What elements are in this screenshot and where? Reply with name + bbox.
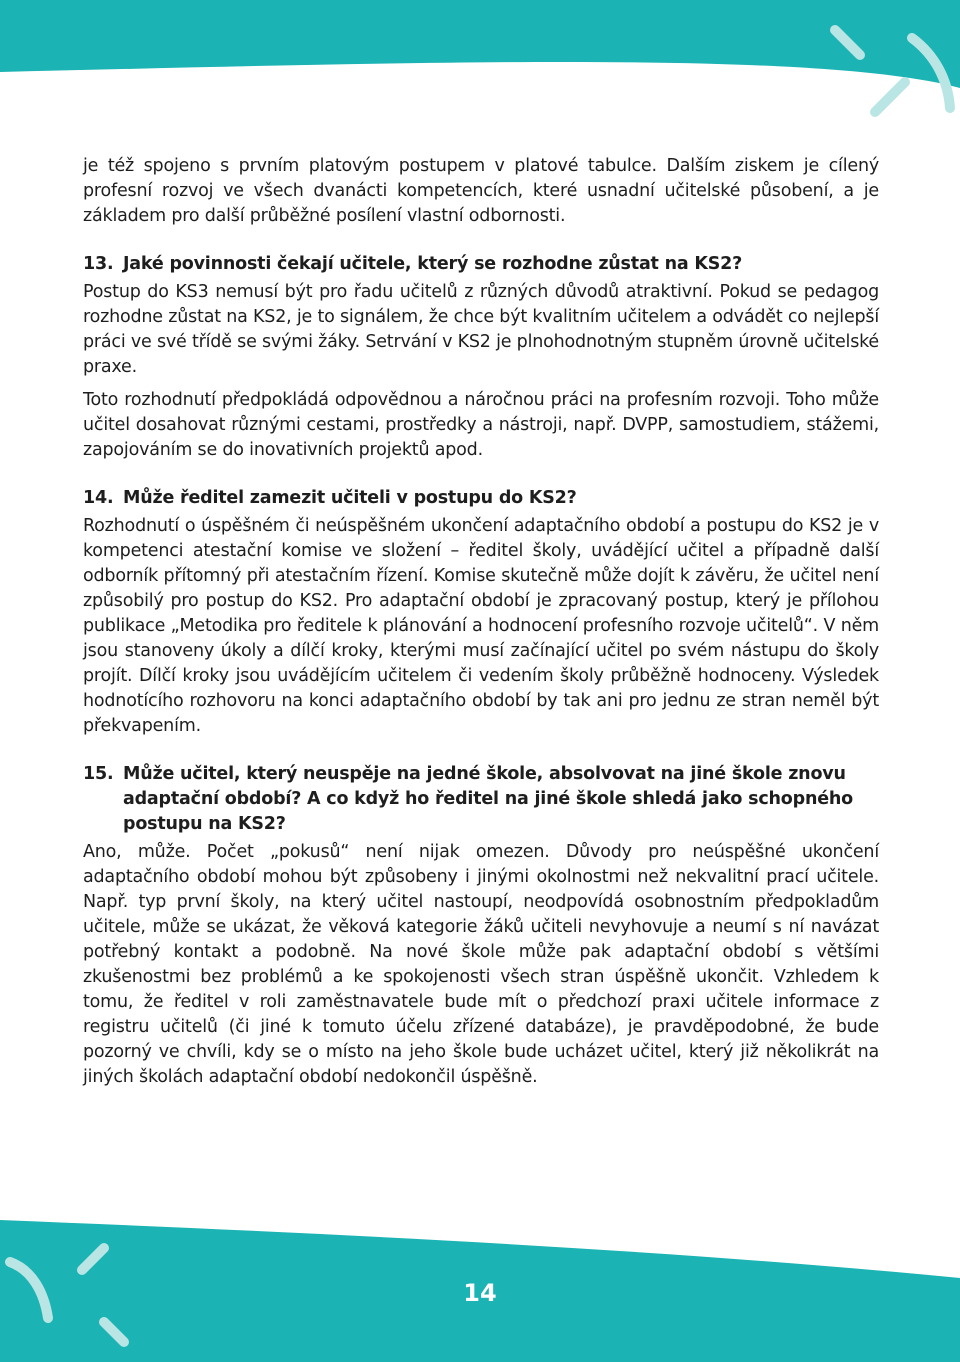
question-number: 15. <box>83 764 114 784</box>
question-number: 14. <box>83 488 114 508</box>
header-wave <box>0 0 960 88</box>
question-text: Jaké povinnosti čekají učitele, který se rozhodne zůstat na KS2? <box>123 254 743 274</box>
question-14 <box>83 486 879 511</box>
page-content <box>83 154 879 1090</box>
intro-paragraph: je též spojeno s prvním platovým postupem v platové tabulce. Dalším ziskem je cílený profesní rozvoj ve všech dvanácti kompetencích, které usnadní učitelské působení, a je základem pro další průběžné posílení vlastní odbornosti. <box>83 156 879 226</box>
question-15 <box>83 762 879 837</box>
question-text: Může ředitel zamezit učiteli v postupu do KS2? <box>123 488 577 508</box>
answer-paragraph: Ano, může. Počet „pokusů“ není nijak omezen. Důvody pro neúspěšné ukončení adaptačního období mohou být způsobeny i jinými okolnostmi než nekvalitní prací učitele. Např. typ první školy, na který učitel nastoupí, neodpovídá osobnostním předpokladům učitele, může se ukázat, že věková kategorie žáků učiteli nevyhovuje a neumí s ní navázat potřebný kontakt a podobně. Na nové škole může pak adaptační období s většími zkušenostmi bez problémů a ke spokojenosti všech stran úspěšně ukončit. Vzhledem k tomu, že ředitel v roli zaměstnavatele bude mít o předchozí praxi učitele informace z registru učitelů (či jiné k tomuto účelu zřízené databáze), je pravděpodobné, že bude pozorný ve chvíli, kdy se o místo na jeho škole bude ucházet učitel, který již několikrát na jiných školách adaptační období nedokončil úspěšně. <box>83 842 879 1087</box>
question-13 <box>83 252 879 277</box>
answer-paragraph: Toto rozhodnutí předpokládá odpovědnou a náročnou práci na profesním rozvoji. Toho může učitel dosahovat různými cestami, prostředky a nástroji, např. DVPP, samostudiem, stážemi, zapojováním se do inovativních projektů apod. <box>83 390 879 460</box>
page-number: 14 <box>463 1279 497 1307</box>
header-band <box>0 0 960 150</box>
question-number: 13. <box>83 254 114 274</box>
question-text: Může učitel, který neuspěje na jedné škole, absolvovat na jiné škole znovu adaptační období? A co když ho ředitel na jiné škole shledá jako schopného postupu na KS2? <box>123 764 853 834</box>
answer-paragraph: Postup do KS3 nemusí být pro řadu učitelů z různých důvodů atraktivní. Pokud se pedagog rozhodne zůstat na KS2, je to signálem, že chce být kvalitním učitelem a odvádět co nejlepší práci ve své třídě se svými žáky. Setrvání v KS2 je plnohodnotným stupněm úrovně učitelské praxe. <box>83 282 879 377</box>
answer-paragraph: Rozhodnutí o úspěšném či neúspěšném ukončení adaptačního období a postupu do KS2 je v kompetenci atestační komise ve složení – ředitel školy, uvádějící učitel a případně další odborník přítomný při atestačním řízení. Komise skutečně může dojít k závěru, že učitel není způsobilý pro postup do KS2. Pro adaptační období je zpracovaný postup, který je přílohou publikace „Metodika pro ředitele k plánování a hodnocení profesního rozvoje učitelů“. V něm jsou stanoveny úkoly a dílčí kroky, kterými musí začínající učitel po svém nástupu do školy projít. Dílčí kroky jsou uvádějícím učitelem či vedením školy průběžně hodnoceny. Výsledek hodnotícího rozhovoru na konci adaptačního období by tak ani pro jednu ze stran neměl být překvapením. <box>83 516 879 736</box>
